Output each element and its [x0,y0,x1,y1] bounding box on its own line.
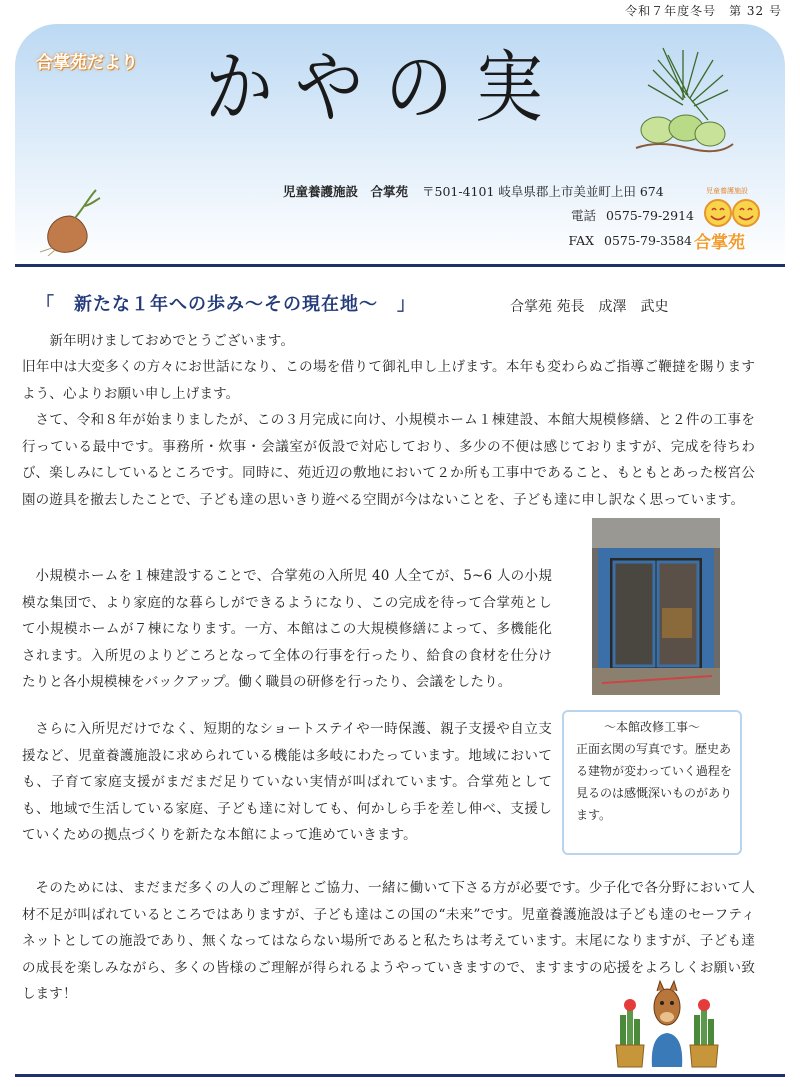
header-divider [15,264,785,267]
smiley-faces-icon [702,196,762,230]
fax-label: FAX [568,233,594,248]
facility-name: 児童養護施設 合掌苑 [283,184,409,199]
caption-text: 正面玄関の写真です。歴史ある建物が変わっていく過程を見るのは感慨深いものがあります。 [576,742,733,822]
paragraph-4: 小規模ホームを１棟建設することで、合掌苑の入所児 40 人全てが、5~6 人の小規模な集団で、より家庭的な暮らしができるようになり、この完成を待って合掌苑として小規模ホームが７棟になります。一方、本館はこの大規模修繕によって、多機能化されます。入所児のよりどころとなって全体の行事を行ったり、給食の食材を仕分けたりと各小規模棟をバックアップ。働く職員の研修を行ったり、会議をしたり。 [22,568,552,691]
photo-caption [562,710,742,855]
footer-divider [15,1074,785,1077]
fax-number: 0575-79-3584 [604,233,692,248]
newsletter-title: かやの実 [205,43,566,134]
phone-number: 0575-79-2914 [606,208,694,223]
paragraph-2: 旧年中は大変多くの方々にお世話になり、この場を借りて御礼申し上げます。本年も変わらぬご指導ご鞭撻を賜りますよう、心よりお願い申し上げます。 [22,359,755,402]
facility-logo [696,186,776,256]
caption-title: ～本館改修工事～ [603,720,700,734]
paragraph-5: さらに入所児だけでなく、短期的なショートステイや一時保護、親子支援や自立支援など、児童養護施設に求められている機能は多岐にわたっています。地域においても、子育て家庭支援がまだまだ足りていない実情が叫ばれています。合掌苑としても、地域で生活している家庭、子ども達に対しても、何かしら手を差し伸べ、支援していくための拠点づくりを新たな本館によって進めていきます。 [22,721,552,844]
logo-name: 合掌苑 [694,233,745,253]
entrance-photo [592,518,720,695]
issue-number: 令和７年度冬号 第 32 号 [625,4,782,18]
seed-sprout-icon [30,186,110,256]
paragraph-1: 新年明けましておめでとうございます。 [49,333,295,349]
pine-cone-icon [628,40,738,160]
paragraph-6: そのためには、まだまだ多くの人のご理解とご協力、一緒に働いて下さる方が必要です。少子化で各分野において人材不足が叫ばれているところではありますが、子ども達はこの国の“未来”です。児童養護施設は子ども達のセーフティネットとしての施設であり、無くなってはならない場所であると私たちは考えています。末尾になりますが、子ども達の成長を楽しみながら、多くの皆様のご理解が得られるようやっていきますので、ますますの応援をよろしくお願い致します！ [22,880,755,1003]
horse-kadomatsu-icon [612,975,722,1070]
facility-address [283,182,664,200]
paragraph-3: さて、令和８年が始まりましたが、この３月完成に向け、小規模ホーム１棟建設、本館大規模修繕、と２件の工事を行っている最中です。事務所・炊事・会議室が仮設で対応しており、多少の不便は感じておりますが、完成を待ちわび、楽しみにしているところです。同時に、苑近辺の敷地において２か所も工事中であること、もともとあった桜宮公園の遊具を撤去したことで、子ども達の思いきり遊べる空間が今はないことを、子ども達に申し訳なく思っています。 [22,412,755,508]
phone-line [560,206,694,224]
address-text: 〒501-4101 岐阜県郡上市美並町上田 674 [422,184,664,199]
phone-label: 電話 [570,208,596,223]
article-title: 「 新たな１年への歩み～その現在地～ 」 [36,294,416,315]
logo-subtitle: 児童養護施設 [706,187,748,195]
fax-line [544,233,692,248]
article-author: 合掌苑 苑長 成澤 武史 [510,299,669,315]
series-name: 合掌苑だより [36,53,138,73]
